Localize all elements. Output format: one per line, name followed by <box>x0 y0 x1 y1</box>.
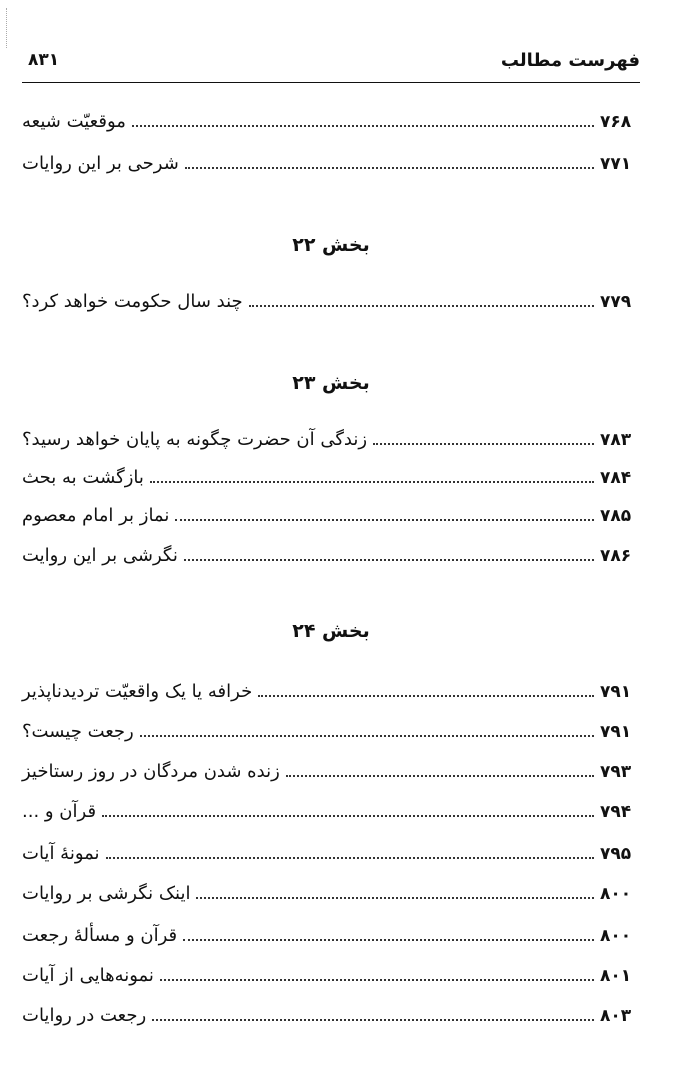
toc-entry <box>22 714 640 744</box>
scan-edge-mark <box>6 8 8 48</box>
toc-entry-page: ۷۷۹ <box>600 292 632 312</box>
toc-entry-text: شرحی بر این روایات <box>22 153 179 174</box>
toc-entry-text: نماز بر امام معصوم <box>22 505 170 526</box>
toc-entry-page: ۷۸۴ <box>600 468 632 488</box>
toc-entry-text: رجعت در روایات <box>22 1005 147 1026</box>
toc-entry-page: ۷۸۶ <box>600 546 632 566</box>
toc-entry-text: چند سال حکومت خواهد کرد؟ <box>22 291 243 312</box>
dot-leader <box>160 979 594 981</box>
toc-entry-page: ۷۸۵ <box>600 506 632 526</box>
toc-entry-page: ۷۷۱ <box>600 154 632 174</box>
toc-entry-page: ۷۹۴ <box>600 802 632 822</box>
toc-entry-text: بازگشت به بحث <box>22 467 144 488</box>
toc-entry <box>22 918 640 948</box>
toc-entry-page: ۷۹۳ <box>600 762 632 782</box>
toc-entry-text: نمونهٔ آیات <box>22 843 100 864</box>
toc-entry-text: اینک نگرشی بر روایات <box>22 883 191 904</box>
section-heading: بخش ۲۳ <box>292 372 370 394</box>
dot-leader <box>184 559 594 561</box>
toc-entry <box>22 146 640 176</box>
toc-entry-text: رجعت چیست؟ <box>22 721 134 742</box>
page-number: ۸۳۱ <box>28 50 60 70</box>
toc-entry-page: ۷۹۱ <box>600 722 632 742</box>
toc-entry-page: ۷۹۵ <box>600 844 632 864</box>
toc-entry-text: نگرشی بر این روایت <box>22 545 178 566</box>
toc-entry-text: زندگی آن حضرت چگونه به پایان خواهد رسید؟ <box>22 429 368 450</box>
dot-leader <box>258 695 594 697</box>
toc-entry <box>22 284 640 314</box>
toc-entry-text: موقعیّت شیعه <box>22 111 126 132</box>
dot-leader <box>152 1019 594 1021</box>
dot-leader <box>106 857 594 859</box>
toc-entry <box>22 754 640 784</box>
toc-entry <box>22 836 640 866</box>
dot-leader <box>286 775 594 777</box>
toc-entry-text: زنده شدن مردگان در روز رستاخیز <box>22 761 280 782</box>
toc-entry-text: نمونه‌هایی از آیات <box>22 965 154 986</box>
dot-leader <box>150 481 594 483</box>
toc-entry <box>22 538 640 568</box>
dot-leader <box>183 939 594 941</box>
page-title: فهرست مطالب <box>500 50 640 71</box>
toc-entry-page: ۸۰۰ <box>600 926 632 946</box>
dot-leader <box>196 897 594 899</box>
toc-entry-page: ۸۰۱ <box>600 966 632 986</box>
dot-leader <box>185 167 594 169</box>
dot-leader <box>175 519 594 521</box>
toc-entry-text: خرافه یا یک واقعیّت تردیدناپذیر <box>22 681 253 702</box>
toc-entry-page: ۸۰۳ <box>600 1006 632 1026</box>
toc-entry-text: قرآن و ... <box>22 801 97 822</box>
toc-entry <box>22 958 640 988</box>
dot-leader <box>102 815 594 817</box>
toc-entry <box>22 422 640 452</box>
toc-entry <box>22 460 640 490</box>
section-heading: بخش ۲۴ <box>292 620 370 642</box>
dot-leader <box>249 305 594 307</box>
toc-entry-page: ۷۸۳ <box>600 430 632 450</box>
toc-entry-page: ۷۶۸ <box>600 112 632 132</box>
toc-entry-text: قرآن و مسألهٔ رجعت <box>22 925 178 946</box>
page-header <box>22 42 640 83</box>
toc-entry-page: ۷۹۱ <box>600 682 632 702</box>
toc-entry-page: ۸۰۰ <box>600 884 632 904</box>
toc-entry <box>22 794 640 824</box>
dot-leader <box>373 443 594 445</box>
toc-entry <box>22 498 640 528</box>
section-heading: بخش ۲۲ <box>292 234 370 256</box>
dot-leader <box>140 735 594 737</box>
dot-leader <box>132 125 594 127</box>
toc-entry <box>22 674 640 704</box>
toc-entry <box>22 998 640 1028</box>
toc-entry <box>22 104 640 134</box>
toc-entry <box>22 876 640 906</box>
